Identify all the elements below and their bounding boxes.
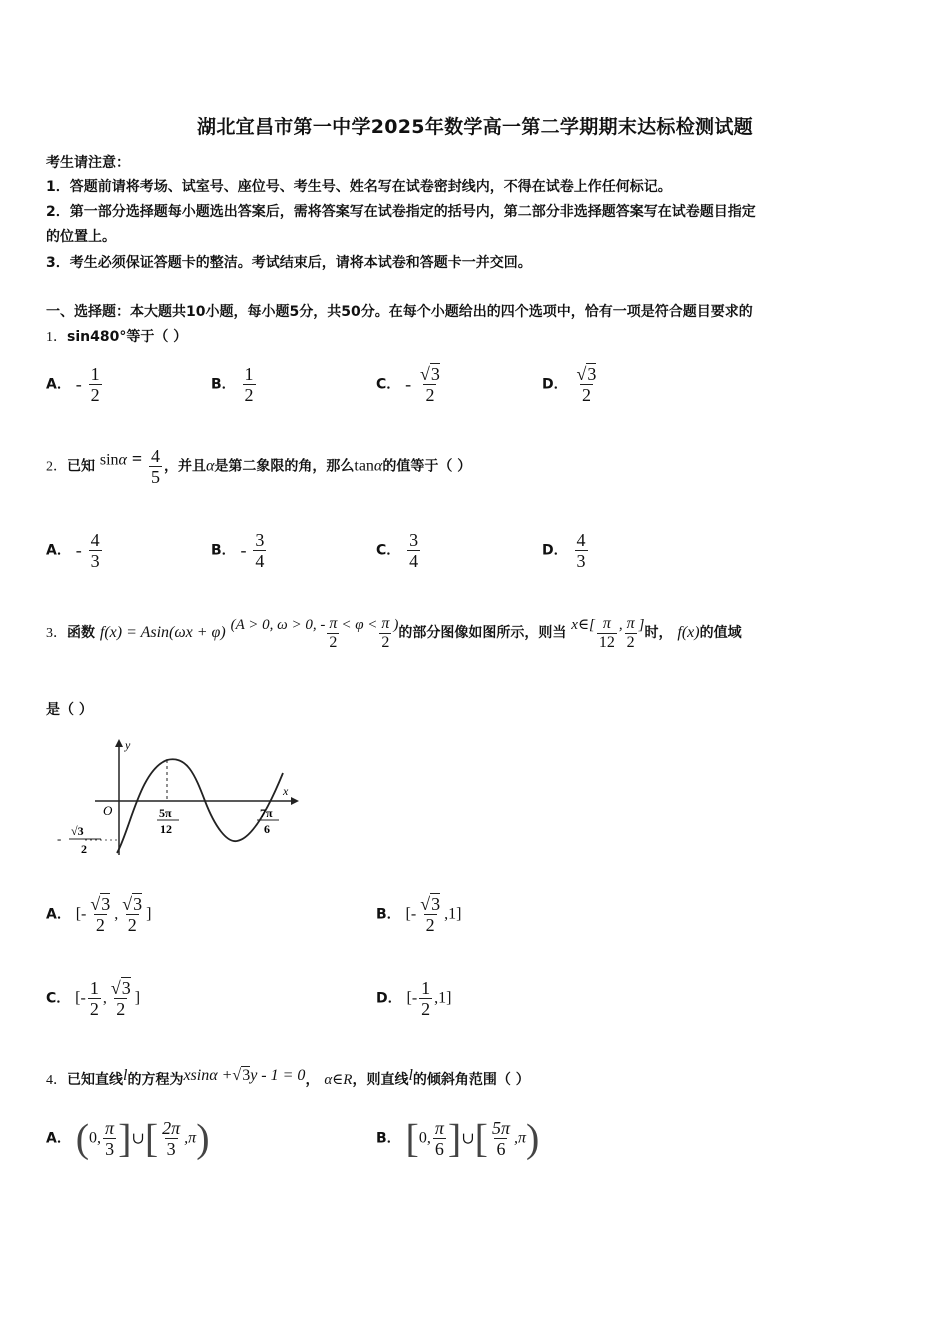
q3-d-right: ,1] (434, 989, 452, 1007)
q4-b-cup: ∪ (461, 1130, 475, 1148)
q4-b-frac2 (490, 1118, 512, 1159)
q3-option-a[interactable] (46, 894, 151, 935)
x-axis-arrow-icon (291, 797, 299, 805)
q3-mid: 的部分图像如图所示，则当 (398, 625, 567, 641)
q2-b-label: B． (211, 542, 236, 559)
tick1-num: 5π (159, 806, 172, 820)
q3-a-n1: 3 (101, 894, 111, 914)
q3-tail: 是（ ） (46, 702, 93, 718)
notice-item-1: 1．答题前请将考场、试室号、座位号、考生号、姓名写在试卷密封线内，不得在试卷上作任何标记。 (46, 179, 672, 195)
q4-b-d2: 6 (496, 1139, 506, 1159)
left-paren-icon: ( (75, 1115, 90, 1161)
q3-a-n2: 3 (133, 894, 143, 914)
q2-alpha-2: α (205, 457, 215, 475)
q3-two-3: 2 (626, 633, 635, 651)
q2-alpha-3: α (373, 457, 383, 475)
sine-curve (117, 759, 283, 853)
q4-b-d1: 6 (434, 1139, 444, 1159)
left-bracket-icon: [ (474, 1115, 488, 1161)
left-bracket-icon: [ (405, 1115, 419, 1161)
question-4 (46, 1064, 530, 1092)
q2-d-label: D． (542, 542, 568, 559)
tick2-num: 7π (260, 806, 273, 820)
q2-a-fraction (89, 530, 102, 571)
q3-rbr: ] (638, 617, 645, 633)
q2-equals: = (131, 448, 143, 469)
q3-cond-frac2 (379, 615, 391, 652)
q2-b-num: 3 (255, 530, 265, 550)
q1-d-fraction (575, 364, 599, 405)
q1-stem: sin480°等于（ ） (67, 329, 188, 345)
q2-mid2: 是第二象限的角，那么 (214, 458, 355, 475)
q3-option-c[interactable] (46, 978, 140, 1019)
notice-item-2b: 的位置上。 (46, 229, 116, 245)
ylab-num: √3 (71, 824, 84, 838)
q2-b-sign: - (240, 540, 247, 560)
q2-d-fraction (575, 530, 588, 571)
section-heading: 一、选择题：本大题共10小题，每小题5分，共50分。在每个小题给出的四个选项中，恰有一项是符合题目要求的 (46, 304, 753, 320)
q1-d-num: 3 (587, 364, 597, 384)
q3-function: f(x) = Asin(ωx + φ) (99, 624, 226, 641)
notice-item-2a: 2．第一部分选择题每小题选出答案后，需将答案写在试卷指定的括号内，第二部分非选择题答案写在试卷题目指定 (46, 204, 756, 220)
q1-c-sign: - (405, 374, 412, 394)
q3-pi-4: π (626, 614, 635, 632)
q3-c-label: C． (46, 990, 71, 1007)
q4-a-tail: ,π (184, 1129, 197, 1147)
q4-a-n2: 2π (162, 1118, 181, 1138)
q4-ar: α∈R (324, 1072, 353, 1088)
y-axis-arrow-icon (115, 739, 123, 747)
q2-den: 5 (150, 467, 160, 487)
q1-b-den: 2 (244, 385, 254, 405)
q4-l-2: l (408, 1067, 413, 1084)
q4-b-frac1 (433, 1118, 446, 1159)
notice-item-3: 3．考生必须保证答题卡的整洁。考试结束后，请将本试卷和答题卡一并交回。 (46, 255, 532, 271)
q4-b-label: B． (376, 1130, 401, 1147)
q3-option-b[interactable] (376, 894, 461, 935)
q1-b-fraction (243, 364, 256, 405)
q2-a-num: 4 (90, 530, 100, 550)
q4-rt3: 3 (242, 1067, 251, 1084)
q1-a-den: 2 (90, 385, 100, 405)
q3-c-n2: 3 (121, 978, 131, 998)
q3-c-d2: 2 (116, 999, 126, 1019)
q3-c-frac1 (88, 978, 101, 1019)
q3-twelve: 12 (598, 633, 615, 651)
ylab-den: 2 (81, 842, 87, 856)
q3-c-n1: 1 (89, 978, 99, 998)
q2-a-label: A． (46, 542, 71, 559)
q4-mid3: ，则直线 (352, 1072, 409, 1088)
q1-d-label: D． (542, 376, 568, 393)
q2-num: 4 (150, 446, 160, 466)
q2-option-d[interactable] (542, 530, 590, 571)
q3-close: ) (393, 617, 399, 633)
q3-post: 的值域 (699, 625, 742, 641)
sqrt-icon: √ (232, 1067, 242, 1084)
q4-a-frac1 (103, 1118, 116, 1159)
q2-alpha: α (118, 451, 127, 469)
q4-a-label: A． (46, 1130, 71, 1147)
q3-range-frac2 (625, 615, 637, 652)
q2-fraction (149, 446, 162, 487)
q3-shi: 时， (644, 625, 673, 641)
sqrt-icon: √ (576, 364, 587, 384)
q3-number: 3． (46, 626, 67, 641)
q4-b-zero: 0, (418, 1129, 431, 1147)
q4-sqrt (232, 1064, 250, 1087)
q4-option-b[interactable] (376, 1115, 540, 1161)
q2-c-den: 4 (409, 551, 419, 571)
q1-b-label: B． (211, 376, 236, 393)
q3-pre: 函数 (67, 625, 95, 641)
q2-post: 的值等于（ ） (382, 458, 472, 475)
q1-a-fraction (89, 364, 102, 405)
q1-c-num: 3 (430, 364, 440, 384)
q3-lt: < φ < (341, 617, 378, 633)
q4-l: l (123, 1067, 128, 1084)
q3-a-sep: , (114, 905, 119, 923)
q4-pre: 已知直线 (67, 1072, 123, 1088)
q3-a-right: ] (146, 905, 152, 923)
q2-option-b[interactable] (211, 530, 268, 571)
q4-mid1: 的方程为 (127, 1072, 184, 1088)
q3-range-frac1 (597, 615, 617, 652)
sqrt-icon: √ (110, 978, 121, 998)
q3-cond-frac1 (327, 615, 339, 652)
q4-eq-a: xsinα + (183, 1067, 233, 1084)
q3-pi-3: π (602, 614, 611, 632)
q2-tan: tan (354, 457, 374, 475)
sqrt-icon: √ (90, 894, 101, 914)
left-bracket-icon: [ (144, 1115, 159, 1161)
q3-c-frac2 (109, 978, 133, 1019)
q3-option-d[interactable] (376, 978, 451, 1019)
q3-b-frac1 (418, 894, 442, 935)
q4-b-n1: π (434, 1118, 444, 1138)
q3-pi-1: π (329, 614, 338, 632)
q3-b-left: [- (405, 905, 417, 923)
q2-c-fraction (407, 530, 420, 571)
q3-xin: x∈[ (571, 617, 595, 633)
q2-c-num: 3 (409, 530, 419, 550)
y-label: y (125, 738, 131, 752)
q1-d-den: 2 (581, 385, 591, 405)
right-bracket-icon: ] (447, 1115, 462, 1161)
q3-d-n1: 1 (421, 978, 431, 998)
q3-c-sep: , (102, 989, 107, 1007)
q3-a-left: [- (75, 905, 87, 923)
q3-a-d1: 2 (95, 915, 105, 935)
sqrt-icon: √ (122, 894, 133, 914)
q4-number: 4． (46, 1073, 67, 1088)
q4-post: 的倾斜角范围（ ） (412, 1072, 530, 1088)
q3-two-1: 2 (329, 633, 338, 651)
question-2 (46, 446, 471, 487)
q4-mid2: ， (305, 1072, 320, 1088)
q3-b-d1: 2 (425, 915, 435, 935)
q3-pi-2: π (381, 614, 390, 632)
ylab-sign: - (57, 831, 62, 846)
x-label: x (283, 784, 289, 798)
q1-option-c[interactable] (376, 364, 444, 405)
q3-comma: , (618, 617, 623, 633)
q3-b-label: B． (376, 906, 401, 923)
q1-number: 1． (46, 330, 67, 345)
right-paren-icon: ) (196, 1115, 210, 1161)
q1-a-label: A． (46, 376, 71, 393)
q2-a-den: 3 (90, 551, 100, 571)
q3-c-right: ] (134, 989, 141, 1007)
q1-c-label: C． (376, 376, 401, 393)
q2-a-sign: - (75, 540, 82, 560)
q2-option-a[interactable] (46, 530, 104, 571)
q3-d-label: D． (376, 990, 402, 1007)
q3-fx: f(x) (677, 624, 700, 641)
q1-option-a[interactable] (46, 364, 104, 405)
q4-a-frac2 (160, 1118, 182, 1159)
tick2-den: 6 (264, 822, 270, 836)
q4-b-n2: 5π (491, 1118, 510, 1138)
q4-a-zero: 0, (89, 1129, 102, 1147)
question-1 (46, 326, 187, 349)
right-paren-icon: ) (526, 1115, 540, 1161)
q2-d-num: 4 (576, 530, 586, 550)
q3-b-right: ,1] (444, 905, 462, 923)
q3-graph (55, 735, 305, 865)
q3-c-d1: 2 (89, 999, 99, 1019)
origin-label: O (103, 803, 113, 818)
q2-pre: 已知 (67, 458, 95, 475)
sqrt-icon: √ (420, 364, 430, 384)
q1-a-num: 1 (90, 364, 100, 384)
q4-b-tail: ,π (514, 1129, 527, 1147)
notice-heading: 考生请注意： (46, 155, 130, 171)
q4-eq-b: y - 1 = 0 (250, 1067, 306, 1084)
q3-a-label: A． (46, 906, 71, 923)
q3-cond-a: (A > 0, ω > 0, - (230, 617, 326, 633)
q2-option-c[interactable] (376, 530, 422, 571)
sqrt-icon: √ (420, 894, 431, 914)
q3-a-frac2 (120, 894, 144, 935)
right-bracket-icon: ] (118, 1115, 132, 1161)
q2-d-den: 3 (576, 551, 586, 571)
q2-sin: sin (99, 451, 119, 469)
q2-b-fraction (253, 530, 266, 571)
q3-two-2: 2 (381, 633, 390, 651)
q2-b-den: 4 (255, 551, 265, 571)
q4-a-n1: π (105, 1118, 115, 1138)
q3-d-left: [- (406, 989, 418, 1007)
page-title: 湖北宜昌市第一中学2025年数学高一第二学期期末达标检测试题 (197, 116, 753, 138)
q2-mid1: ，并且 (163, 458, 206, 475)
q4-a-d2: 3 (166, 1139, 176, 1159)
q3-c-left: [- (75, 989, 86, 1007)
q3-a-frac1 (88, 894, 112, 935)
q2-c-label: C． (376, 542, 401, 559)
q3-d-d1: 2 (421, 999, 431, 1019)
q1-a-sign: - (75, 374, 82, 394)
q1-option-d[interactable] (542, 364, 600, 405)
q3-d-frac1 (419, 978, 432, 1019)
tick1-den: 12 (160, 822, 172, 836)
q1-b-num: 1 (244, 364, 254, 384)
q1-c-fraction (418, 364, 442, 405)
q2-number: 2． (46, 459, 67, 475)
q1-option-b[interactable] (211, 364, 258, 405)
question-3 (46, 614, 742, 652)
q1-c-den: 2 (425, 385, 435, 405)
q3-b-n1: 3 (431, 894, 441, 914)
q3-a-d2: 2 (127, 915, 137, 935)
q4-option-a[interactable] (46, 1115, 210, 1161)
q4-a-cup: ∪ (131, 1130, 145, 1148)
q4-a-d1: 3 (105, 1139, 115, 1159)
